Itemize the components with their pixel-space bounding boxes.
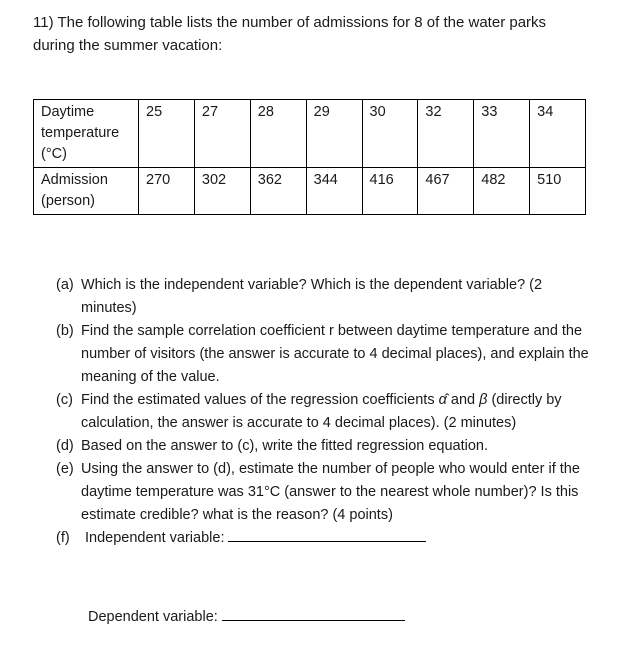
independent-variable-answer-line[interactable] (228, 529, 426, 542)
label-line: (°C) (41, 146, 67, 162)
subquestion-text: Using the answer to (d), estimate the number of people who would enter if the daytime temperature was 31°C (answer to the nearest whole number)? Is this estimate credible? what is the reason? (4 points) (81, 461, 580, 523)
table-cell: 510 (530, 168, 586, 215)
table-cell: 270 (139, 168, 195, 215)
table-cell: 416 (362, 168, 418, 215)
subquestion-text: Find the sample correlation coefficient r between daytime temperature and the number of visitors (the answer is accurate to 4 decimal places), and explain the meaning of the value. (81, 323, 589, 385)
label-line: Daytime (41, 104, 95, 120)
row-label-admission (34, 168, 139, 215)
table-cell: 32 (418, 100, 474, 168)
subquestion-d (56, 435, 596, 458)
table-cell: 25 (139, 100, 195, 168)
subquestion-marker: (d) (56, 438, 74, 454)
question-title-line-1: 11) The following table lists the number of admissions for 8 of the water parks (33, 14, 547, 31)
independent-variable-label: Independent variable: (85, 530, 225, 546)
alpha-hat-symbol: α̂ (438, 392, 447, 408)
dependent-variable-row (88, 606, 405, 629)
subquestion-marker: (f) (56, 530, 70, 546)
table-cell: 302 (194, 168, 250, 215)
question-title-line-2: during the summer vacation: (33, 37, 223, 54)
table-cell: 29 (306, 100, 362, 168)
beta-symbol: β (479, 392, 488, 408)
table-cell: 467 (418, 168, 474, 215)
subquestion-text: Which is the independent variable? Which is the dependent variable? (2 minutes) (81, 277, 543, 316)
row-label-temperature (34, 100, 139, 168)
table-cell: 28 (250, 100, 306, 168)
dependent-variable-label: Dependent variable: (88, 609, 218, 625)
table-cell: 482 (474, 168, 530, 215)
subquestion-marker: (a) (56, 277, 74, 293)
subquestion-text-after: (directly by calculation, the answer is accurate to 4 decimal places). (2 minutes) (81, 392, 562, 431)
subquestion-c (56, 389, 596, 435)
label-line: (person) (41, 193, 95, 209)
subquestion-marker: (b) (56, 323, 74, 339)
subquestion-list (56, 274, 596, 550)
subquestion-text: Based on the answer to (c), write the fitted regression equation. (81, 438, 489, 454)
table-cell: 34 (530, 100, 586, 168)
label-line: Admission (41, 172, 108, 188)
table-cell: 344 (306, 168, 362, 215)
subquestion-text-before: Find the estimated values of the regression coefficients (81, 392, 439, 408)
subquestion-b (56, 320, 596, 389)
table-row-admission (34, 168, 586, 215)
subquestion-marker: (c) (56, 392, 73, 408)
table-cell: 27 (194, 100, 250, 168)
data-table (33, 99, 586, 215)
subquestion-f (56, 527, 596, 550)
table-cell: 362 (250, 168, 306, 215)
subquestion-a (56, 274, 596, 320)
dependent-variable-answer-line[interactable] (222, 608, 405, 621)
subquestion-text-mid: and (446, 392, 480, 408)
question-title (33, 11, 603, 57)
subquestion-marker: (e) (56, 461, 74, 477)
table-cell: 30 (362, 100, 418, 168)
table-cell: 33 (474, 100, 530, 168)
subquestion-e (56, 458, 596, 527)
table-row-temperature (34, 100, 586, 168)
label-line: temperature (41, 125, 120, 141)
